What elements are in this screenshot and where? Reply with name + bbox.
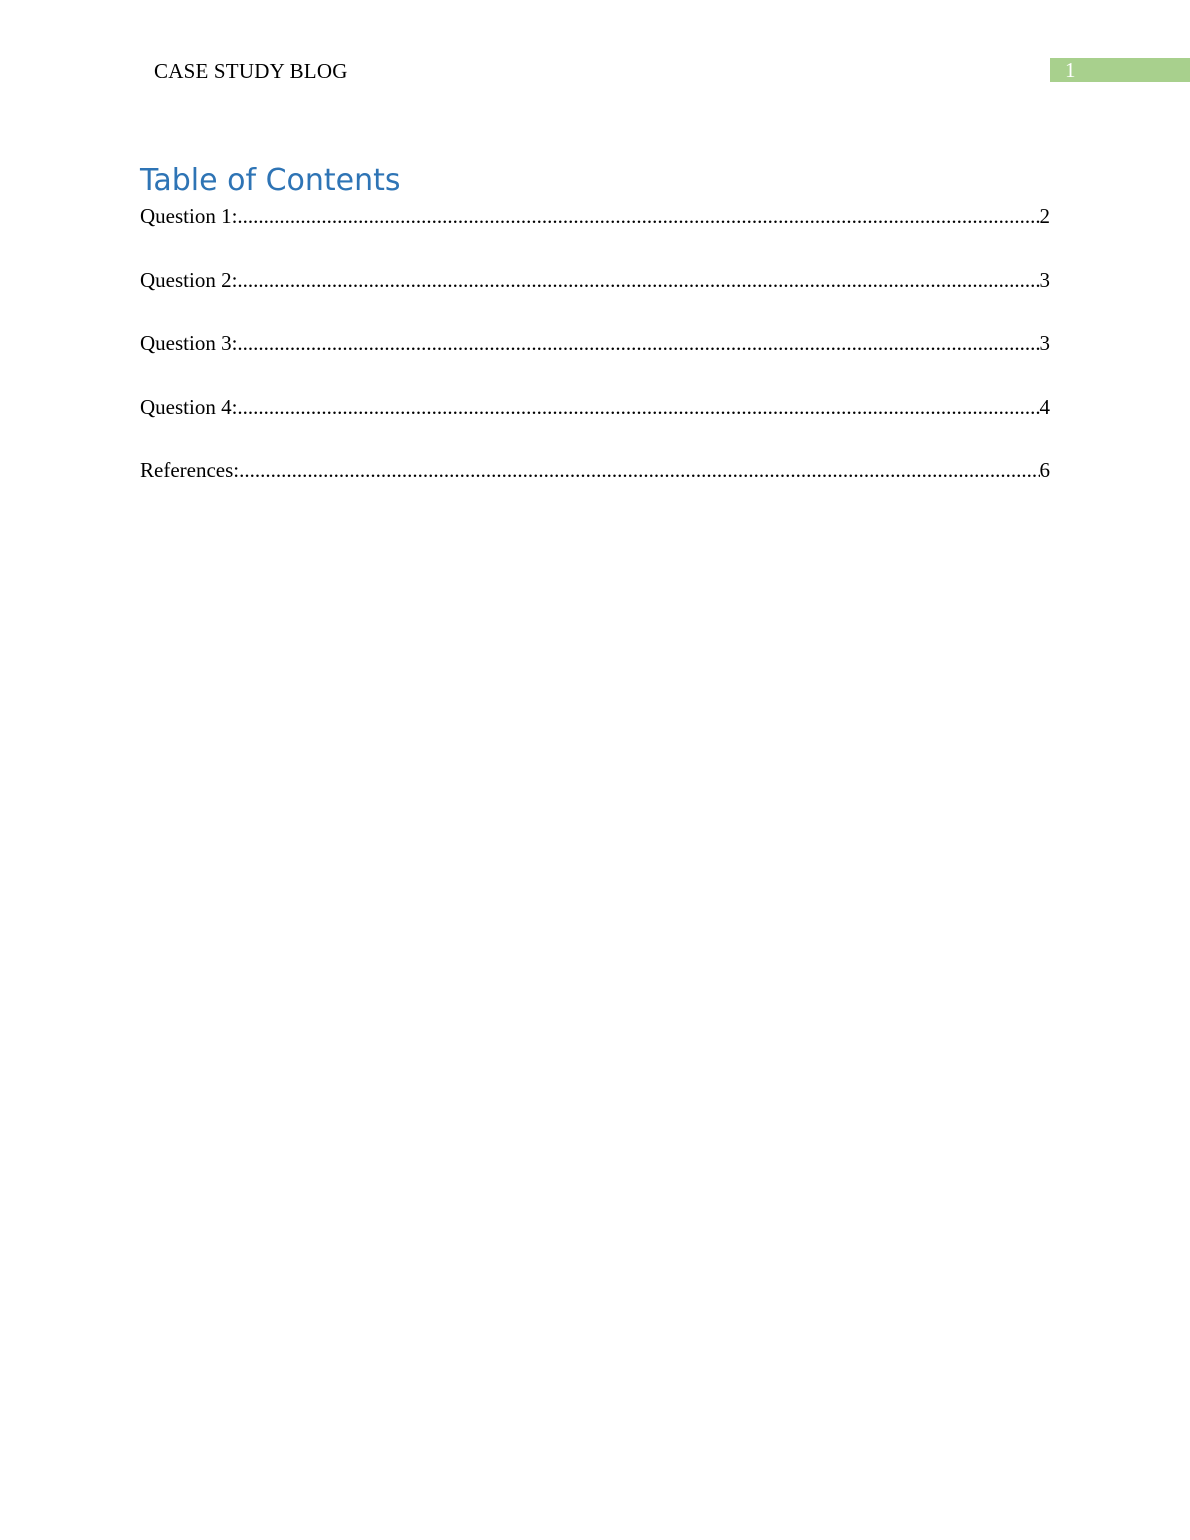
toc-entry-label: Question 3: [140, 331, 238, 355]
toc-entry-question-4[interactable] [140, 393, 1050, 457]
toc-entry-label: Question 4: [140, 394, 238, 419]
toc-entry-page: 2 [1039, 204, 1050, 228]
toc-entry-question-3[interactable] [140, 329, 1050, 393]
toc-entry-page: 3 [1039, 331, 1050, 355]
toc-entry-page: 4 [1039, 394, 1050, 419]
toc-dot-leader [239, 456, 1039, 484]
page-number: 1 [1065, 58, 1076, 82]
toc-entry-label: Question 2: [140, 267, 238, 292]
toc-dot-leader [237, 266, 1039, 294]
toc-dot-leader [237, 393, 1039, 421]
toc-dot-leader [237, 202, 1039, 230]
toc-entry-question-2[interactable] [140, 266, 1050, 330]
toc-heading: Table of Contents [140, 163, 401, 198]
toc-entry-question-1[interactable] [140, 202, 1050, 266]
toc-entry-references[interactable] [140, 456, 1050, 520]
page-number-band [1050, 58, 1190, 82]
toc-entry-page: 3 [1039, 267, 1050, 292]
toc-entry-label: References: [140, 458, 240, 482]
toc-entry-page: 6 [1039, 458, 1050, 482]
toc-dot-leader [237, 329, 1039, 357]
toc-entry-label: Question 1: [140, 204, 238, 228]
running-header-title: CASE STUDY BLOG [154, 59, 348, 83]
toc-list [140, 202, 1050, 520]
